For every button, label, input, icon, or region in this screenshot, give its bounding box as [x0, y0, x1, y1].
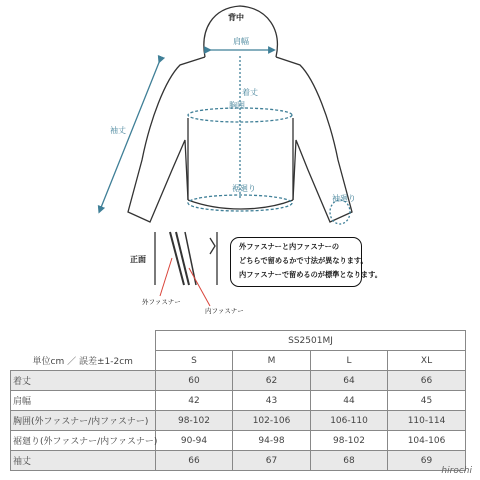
cell: 66: [156, 451, 233, 471]
size-table: [10, 330, 466, 471]
shoulder-label: 肩幅: [233, 37, 249, 46]
cell: 110-114: [388, 411, 466, 431]
size-header: S: [156, 351, 233, 371]
cell: 68: [311, 451, 388, 471]
cell: 69: [388, 451, 466, 471]
cell: 67: [233, 451, 311, 471]
length-label: 着丈: [242, 88, 258, 97]
row-label: 肩幅: [11, 391, 156, 411]
note-line-3: 内ファスナーで留めるのが標準となります。: [239, 270, 382, 279]
cell: 60: [156, 371, 233, 391]
watermark: hirochi: [441, 466, 472, 476]
cell: 66: [388, 371, 466, 391]
size-header: L: [311, 351, 388, 371]
row-label: 裾廻り(外ファスナー/内ファスナー): [11, 431, 156, 451]
row-label: 着丈: [11, 371, 156, 391]
row-label: 胸囲(外ファスナー/内ファスナー): [11, 411, 156, 431]
sleeve-label: 袖丈: [110, 126, 126, 135]
cell: 94-98: [233, 431, 311, 451]
front-label: 正面: [130, 255, 146, 264]
size-header: M: [233, 351, 311, 371]
cell: 102-106: [233, 411, 311, 431]
front-zipper-illustration: [155, 232, 217, 285]
note-line-1: 外ファスナーと内ファスナーの: [239, 242, 340, 251]
inner-zip-label: 内ファスナー: [205, 307, 244, 315]
hem-label: 裾廻り: [232, 184, 256, 193]
cell: 104-106: [388, 431, 466, 451]
cell: 98-102: [311, 431, 388, 451]
cell: 42: [156, 391, 233, 411]
table-row: [11, 411, 466, 431]
model-name: SS2501MJ: [156, 331, 466, 351]
cell: 90-94: [156, 431, 233, 451]
table-row: [11, 391, 466, 411]
table-row: [11, 431, 466, 451]
row-label: 袖丈: [11, 451, 156, 471]
cell: 98-102: [156, 411, 233, 431]
chest-label: 胸囲: [229, 101, 245, 110]
measurement-lines: [100, 50, 350, 224]
cell: 106-110: [311, 411, 388, 431]
note-line-2: どちらで留めるかで寸法が異なります。: [239, 256, 368, 265]
cuff-label: 袖廻り: [332, 194, 356, 203]
zipper-note: [230, 237, 382, 287]
unit-note: 単位cm ／ 誤差±1-2cm: [11, 351, 156, 371]
table-row: [11, 371, 466, 391]
size-header: XL: [388, 351, 466, 371]
outer-zip-label: 外ファスナー: [142, 298, 181, 306]
table-row: [11, 451, 466, 471]
cell: 62: [233, 371, 311, 391]
cell: 64: [311, 371, 388, 391]
cell: 45: [388, 391, 466, 411]
back-label: 背中: [228, 13, 244, 22]
cell: 43: [233, 391, 311, 411]
cell: 44: [311, 391, 388, 411]
